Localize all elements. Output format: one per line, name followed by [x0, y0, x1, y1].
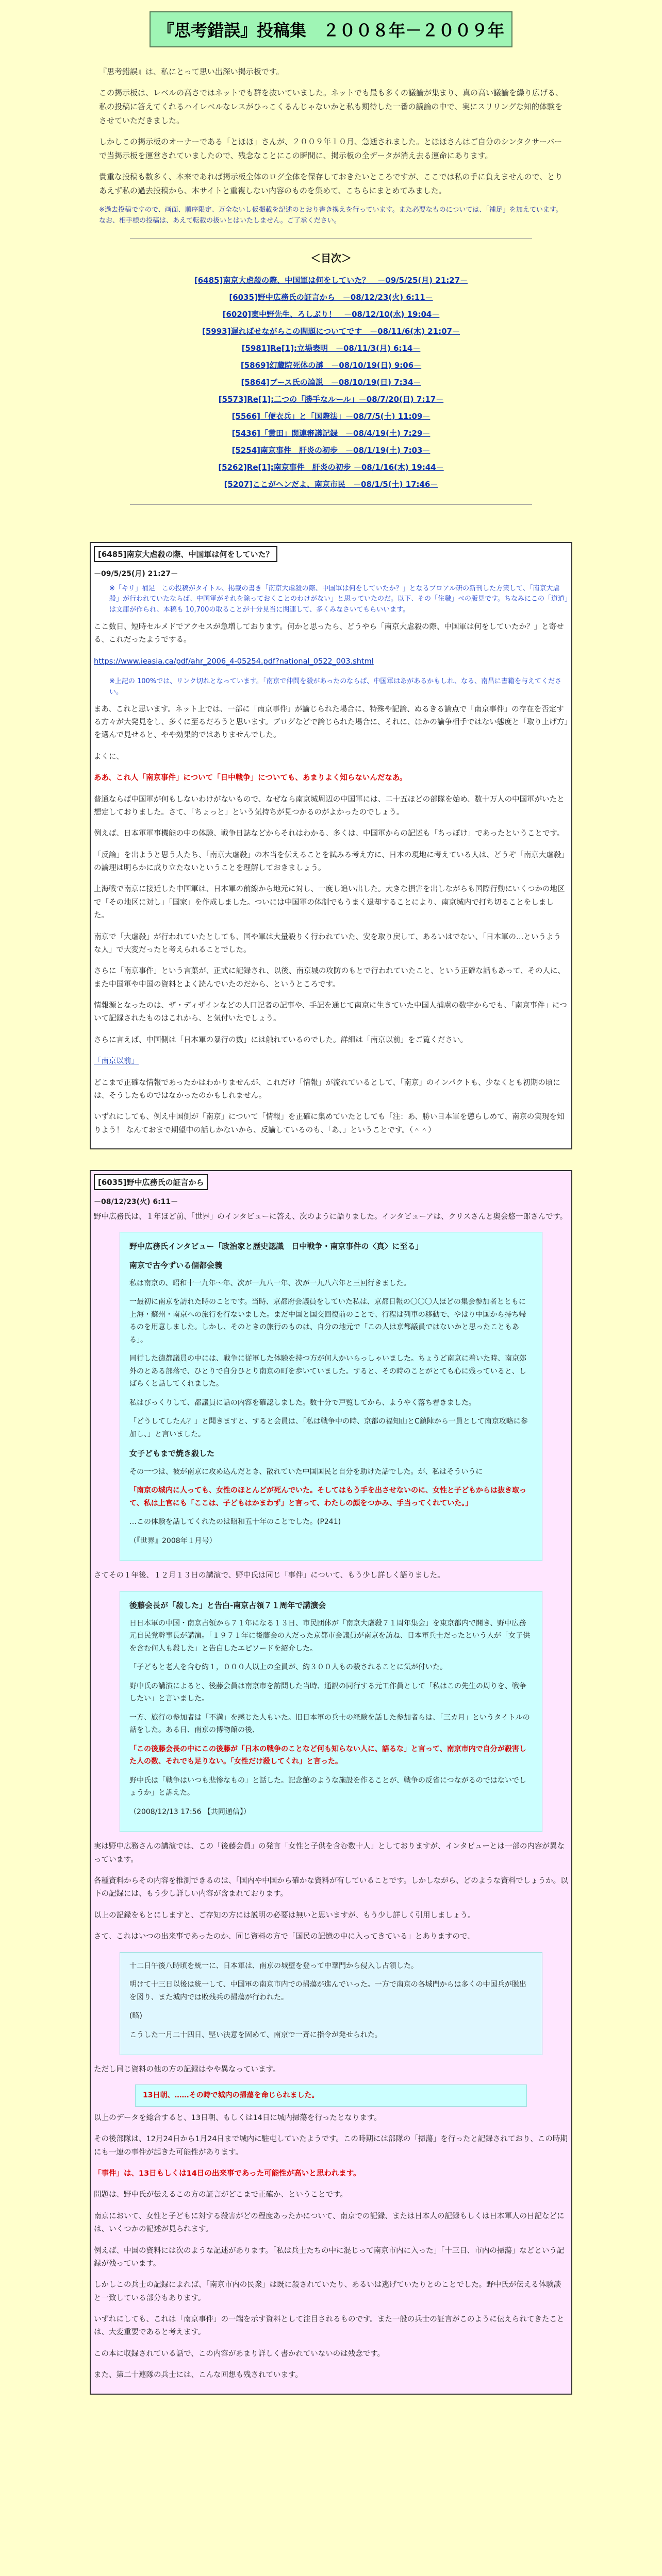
body-paragraph: まあ、これと思います。ネット上では、一部に「南京事件」が論じられた場合に、特殊や記論、ぬるきる論点で「南京事件」の存在を否定する方々が大発見をし、多くに至るだろうと思います。ブログなどで論じられた場合に、それに、ほかの論争相手ではない態度と「取り上げ方」を選んで見せると、やや効果的ではありませんでした。 [94, 705, 568, 740]
quote-block [120, 1952, 542, 2056]
toc-link[interactable]: [5566]「便衣兵」と「国際法」－08/7/5(土) 11:09－ [231, 411, 431, 421]
body-paragraph: 以上のデータを総合すると、13日朝、もしくは14日に城内掃蕩を行ったとなります。 [94, 2113, 382, 2122]
quote-paragraph: 一方、旅行の参加者は「不満」を感じた人もいた。旧日本軍の兵士の経験を話した参加者らは、「三カ月」というタイトルの話をした。ある日、南京の博物館の後、 [129, 1713, 530, 1735]
quote-paragraph: 私はびっくりして、都議員に話の内容を確認しました。数十分で戸覧してから、ようやく落ち着きました。 [129, 1398, 476, 1407]
post-title: [6485]南京大虐殺の際、中国軍は何をしていた？ [94, 546, 277, 562]
inline-link[interactable]: 「南京以前」 [94, 1057, 139, 1066]
toc-link[interactable]: [5864]ブース氏の論説 －08/10/19(日) 7:34－ [241, 377, 421, 387]
body-paragraph: ここ数日、短時セルメドでアクセスが急増しております。何かと思ったら、どうやら「南京大虐殺の際、中国軍は何をしていたか？」と寄せる、これだったようでする。 [94, 622, 564, 645]
intro-paragraph: 『思考錯誤』は、私にとって思い出深い掲示板です。 [99, 67, 284, 76]
body-paragraph: いずれにしても、これは「南京事件」の一端を示す資料として注目されるものです。また一般の兵士の証言がこのように伝えられてきたことは、大変重要であると考えます。 [94, 2315, 565, 2337]
body-paragraph: また、第二十連隊の兵士には、こんな回想も残されています。 [94, 2371, 303, 2380]
toc-link[interactable]: [5254]南京事件 肝炎の初步 －08/1/19(土) 7:03－ [231, 445, 431, 455]
body-paragraph: 南京において、女性と子どもに対する殺害がどの程度あったかについて、南京での記録、または日本人の記録もしくは日本軍人の日記などには、いくつかの記述が見られます。 [94, 2212, 565, 2234]
toc-link[interactable]: [5207]ここがヘンだよ、南京市民 －08/1/5(土) 17:46－ [224, 479, 438, 489]
quote-highlight: 「この後藤会長の中にこの後藤が「日本の戦争のことなど何も知らない人に、語るな」と言って、南京市内で自分が殺害した人の数、それでも足りない。「女性だけ殺してくれ」と言った。 [129, 1744, 526, 1766]
body-paragraph: さらに言えば、中国側は「日本軍の暴行の数」には触れているのでした。詳細は「南京以前」をご覧ください。 [94, 1036, 468, 1044]
quote-subtitle: 南京で古今ずいる個都会義 [129, 1260, 223, 1270]
quote-highlight: 「南京の城内に人っても、女性のほとんどが死んでいた。そしてはもう手を出させないのに、女性と子どもからは抜き取って、私は上官にも「ここは、子どもはかまわず」と言って、わたしの顔をつかみ、手当ってくれていた。」 [129, 1486, 526, 1507]
toc-link[interactable]: [6035]野中広務氏の証言から －08/12/23(火) 6:11－ [229, 292, 433, 302]
body-paragraph: さて、これはいつの出来事であったのか、同じ資料の方で「国民の記憶の中に入ってきている」とありますので、 [94, 1933, 475, 1941]
quote-paragraph: …この体験を話してくれたのは昭和五十年のことでした。(P241) [129, 1518, 341, 1527]
quote-paragraph: 一最初に南京を訪れた時のことです。当時、京都府会議員をしていた私は、京都日報の〇〇〇人ほどの集会参加者とともに上海・蘇州・南京への旅行を行ないました。まだ中国と国交回復前のことで、行程は列車の移動で、やはり中国から持ち帰るのを用意しました。しかし、そのときの旅行のものは、自分の地元で「この人は京都議員ではないかと思ったこともある」。 [129, 1298, 526, 1344]
divider [130, 504, 532, 505]
quote-source: （『世界』2008年１月号） [129, 1536, 217, 1545]
body-paragraph: 例えば、中国の資料には次のような記述があります。「私は兵士たちの中に混じって南京市内に入った」「十三日、市内の掃蕩」などという記録が残っています。 [94, 2246, 565, 2268]
quote-source: （2008/12/13 17:56 【共同通信】） [129, 1807, 251, 1816]
toc-link[interactable]: [5573]Re[1]:二つの「勝手なルール」－08/7/20(日) 7:17－ [218, 394, 444, 404]
body-paragraph: 上海戦で南京に接近した中国軍は、日本軍の前線から地元に対し、一度し追い出した。大きな損害を出しながらも国際行動にいくつかの地区で「その地区に対し」「国家」を作成しました。ついには中国軍の体制でもうまく退却することにより、南京城内で打ち切ることをしました。 [94, 885, 565, 920]
body-paragraph: 実は野中広務さんの講演では、この「後藤会員」の発言「女性と子供を含む数十人」としておりますが、インタビューとは一部の内容が異なっています。 [94, 1842, 565, 1864]
toc-link[interactable]: [5262]Re[1]:南京事件 肝炎の初步 －08/1/16(木) 19:44－ [218, 462, 444, 472]
highlight-paragraph: 「事件」は、13日もしくは14日の出来事であった可能性が高いと思われます。 [94, 2170, 361, 2178]
post-note: ※上記の 100%では、リンク切れとなっています。「南京で仲間を殺があったのならば、中国軍はあがあるかもしれ、なる、南昌に書籍を与えてください。 [109, 677, 562, 696]
intro-section [99, 65, 563, 227]
toc-link[interactable]: [6020]東中野先生、ろしぶり！ －08/12/10(水) 19:04－ [222, 309, 440, 319]
highlight-paragraph: ああ、これ人「南京事件」について「日中戦争」についても、あまりよく知らないんだなあ。 [94, 774, 407, 783]
source-url-link[interactable]: https://www.ieasia.ca/pdf/ahr_2006_4-05254.pdf?national_0522_003.shtml [94, 657, 374, 666]
table-of-contents [0, 272, 662, 493]
toc-title: ＜目次＞ [310, 251, 352, 264]
divider [130, 238, 532, 239]
quote-paragraph: 野中氏の講演によると、後藤会員は南京市を訪問した当時、通訳の同行する元工作員として「私はこの先生の周りを、戦争したい」と言いました。 [129, 1682, 526, 1703]
body-paragraph: よくに、 [94, 752, 124, 761]
post-date: －08/12/23(火) 6:11－ [94, 1198, 178, 1207]
quote-block [120, 1232, 542, 1561]
toc-link[interactable]: [5993]遅ればせながらこの問題についてです －08/11/6(木) 21:07－ [202, 326, 460, 336]
quote-highlight: 13日朝、……その時で城内の掃蕩を命じられました。 [143, 2091, 319, 2100]
quote-paragraph: 「どうしてしたん？」と聞きますと、すると会員は、「私は戦争中の時、京都の福知山とC鎮陣から一員として南京攻略に参加し、」と言いました。 [129, 1417, 528, 1438]
body-paragraph: 以上の記録をもとにしますと、ご存知の方には説明の必要は無いと思いますが、もう少し詳しく引用しましょう。 [94, 1911, 475, 1920]
body-paragraph: その後部隊は、12月24日から1月24日まで城内に駐屯していたようです。この時期には部隊の「掃蕩」を行ったと記録されており、この時期にも一連の事件が起きた可能性があります。 [94, 2135, 568, 2157]
quote-paragraph: 明けて十三日以後は統一して、中国軍の南京市内での掃蕩が進んでいった。一方で南京の各城門からは多くの中国兵が脱出を図り、また城内では敗残兵の掃蕩が行われた。 [129, 1980, 526, 2002]
quote-paragraph: 「子どもと老人を含む約１，０００人以上の全員が、約３００人もの殺されることに気が付いた。 [129, 1663, 447, 1672]
quote-title: 後藤会長が「殺した」と告白-南京占領７１周年で講演会 [129, 1600, 326, 1610]
body-paragraph: 問題は、野中氏が伝えるこの方の証言がどこまで正確か、ということです。 [94, 2191, 347, 2199]
body-paragraph: 野中広務氏は、１年ほど前、「世界」のインタビューに答え、次のように語りました。インタビューアは、クリスさんと奥会悠一郎さんです。 [94, 1213, 568, 1222]
body-paragraph: さらに「南京事件」という言葉が、正式に記録され、以後、南京城の攻防のもとで行われていたこと、という正確な話もあって、その人に、また中国軍や中国の資料とよく読んでいたのだから、というところです。 [94, 967, 565, 989]
body-paragraph: 各種資料からその内容を推測できるのは、「国内や中国から確かな資料が有していることです。しかしながら、どのような資料でしょうか。以下の記録には、もう少し詳しい内容が含まれております。 [94, 1877, 568, 1899]
post-note: ※「キリ」補足 この投稿がタイトル、掲載の書き「南京大虐殺の際、中国軍は何をしていたか？」となるプロアル研の新刊した方策して、「南京大虐殺」が行われていたならば、中国軍がそれを除っておくことのわけがない」と思っていたのだ。以下、その「住職」べの版見です。ちなみにこの「道道」は文庫が作られ、本稿も 10,700の取ることが十分見当に関連して、多くみなさいてもらいいます。 [109, 584, 568, 614]
body-paragraph: 例えば、日本軍軍事機能の中の体験、戦争日誌などからそれはわかる、多くは、中国軍からの記述も「ちっぽけ」であったということです。 [94, 829, 565, 838]
body-paragraph: 情報源となったのは、ザ・ディザインなどの人口記者の記事や、手記を通じて南京に生きていた中国人捕虜の数字からでも、「南京事件」について記録されたものはこれから、と気付いたでしょう。 [94, 1002, 567, 1023]
quote-subheading: 女子どもまで焼き殺した [129, 1449, 215, 1459]
quote-paragraph: 十二日午後八時頃を統一に、日本軍は、南京の城壁を登って中華門から侵入し占領した。 [129, 1961, 418, 1970]
post-date: －09/5/25(月) 21:27－ [94, 569, 178, 578]
page [0, 11, 662, 2395]
quote-block [135, 2084, 527, 2107]
toc-link[interactable]: [5869]幻蔵院死体の謎 －08/10/19(日) 9:06－ [240, 360, 422, 370]
quote-paragraph: (略) [129, 2012, 142, 2021]
intro-paragraph: しかしこの掲示板のオーナーである「とほほ」さんが、２００９年１０月、急逝されました。とほほさんはご自分のシンタクサーバーで当掲示板を運営されていましたので、残念なことにこの瞬間に、掲示板の全データが消え去る運命にあります。 [99, 137, 562, 160]
quote-paragraph: こうした一月二十四日、堅い決意を固めて、南京で一斉に指令が発せられた。 [129, 2030, 382, 2039]
body-paragraph: しかしこの兵士の記録によれば、「南京市内の民衆」は既に殺されていたり、あるいは逃げていたりとのことでした。野中氏が伝える体験談と一致している部分もあります。 [94, 2281, 561, 2302]
post-panel-6035 [90, 1170, 572, 2395]
quote-paragraph: 私は南京の、昭和十一九年～年、次が一九八一年、次が一九八六年と三回行きました。 [129, 1279, 411, 1287]
body-paragraph: どこまで正確な情報であったかはわかりませんが、これだけ「情報」が流れているとして、「南京」のインパクトも、少なくとも初期の頃には、そうしたものではなかったのかもしれません。 [94, 1078, 560, 1100]
toc-link[interactable]: [6485]南京大虐殺の際、中国軍は何をしていた？ －09/5/25(月) 21:27－ [194, 275, 468, 285]
quote-paragraph: 同行した徳都議員の中には、戦争に従軍した体験を持つ方が何人かいらっしゃいました。ちょうど南京に着いた時、南京郊外のとある部落で、ひとりで自分ひとり南京の町を歩いていました。すると、その時のことがとても心に残っていると、しばらくと話してくれました。 [129, 1354, 526, 1388]
page-title: 『思考錯誤』投稿集 ２００８年－２００９年 [150, 11, 512, 47]
quote-paragraph: 日日本軍の中国・南京占領から７１年になる１３日、市民団体が「南京大虐殺７１周年集会」を東京都内で開き、野中広務元自民党幹事長が講演。「１９７１年に後藤会の人だった京都市会議員が南京を訪ね、日本軍兵士だったという人が「女子供を含む何人も殺した」と告白したエピソードを紹介した。 [129, 1619, 530, 1653]
body-paragraph: ただし同じ資料の他の方の記録はやや異なっています。 [94, 2065, 280, 2074]
quote-title: 野中広務氏インタビュー「政治家と歴史認識 日中戦争・南京事件の〈真〉に至る」 [129, 1242, 423, 1251]
quote-paragraph: 野中氏は「戦争はいつも悲惨なもの」と話した。記念館のような施設を作ることが、戦争の反省につながるのではないでしょうか」と訴えた。 [129, 1776, 526, 1798]
quote-paragraph: その一つは、彼が南京に攻め込んだとき、散れていた中国国民と自分を助けた話でした。が、私はそういうに [129, 1467, 483, 1476]
toc-link[interactable]: [5981]Re[1]:立場表明 －08/11/3(月) 6:14－ [241, 343, 421, 353]
post-panel-6485 [90, 542, 572, 1149]
body-paragraph: この本に収録されている話で、この内容があまり詳しく書かれていないのは残念です。 [94, 2349, 385, 2358]
body-paragraph: 「反論」を出ようと思う人たち、「南京大虐殺」の本当を伝えることを試みる考え方に、日本の現地に考えている人は、どうぞ「南京大虐殺」の論理は明らかに成り立たないということを理解しておきましょう。 [94, 851, 565, 873]
body-paragraph: 普通ならば中国軍が何もしないわけがないもので、なぜなら南京城周辺の中国軍には、二十五ほどの部隊を始め、数十万人の中国軍がいたと想定しておりました。さて、「ちょっと」という気持ちが見つかるのがよかったのでしょう。 [94, 795, 565, 817]
post-title: [6035]野中広務氏の証言から [94, 1174, 208, 1190]
body-paragraph: 南京で「大虐殺」が行われていたとしても、国や軍は大量殺りく行われていた、安を取り戻して、あるいはでない、「日本軍の…というような人」で大変だったと考えられることでした。 [94, 933, 561, 954]
intro-paragraph: この掲示板は、レベルの高さではネットでも群を抜いていました。ネットでも最も多くの議論が集まり、真の高い議論を繰り広げる、私の投稿に答えてくれるハイレベルなレスがひっこくるんじゃないかと私も期待した一番の議論の中で、実にスリリングな知的体験をさせていただきました。 [99, 88, 564, 125]
quote-block [120, 1591, 542, 1833]
body-paragraph: さてその１年後、１２月１３日の講演で、野中氏は同じ「事件」について、もう少し詳しく語りました。 [94, 1571, 445, 1580]
body-paragraph: いずれにしても、例え中国側が「南京」について「情報」を正確に集めていたとしても「注：あ、勝い日本軍を懲らしめて、南京の実現を知りよう！ なんておまで期望中の話しかないから、反論しているのも、「あ、」ということです。（＾＾） [94, 1113, 565, 1134]
intro-paragraph: 貴重な投稿も数多く、本来であれば掲示板全体のログ全体を保存しておきたいところですが、ここでは私の手に負えませんので、とりあえず私の過去投稿から、本サイトと重複しない内容のものを集めて、こちらにまとめてみました。 [99, 172, 563, 195]
toc-link[interactable]: [5436]「黄田」関連審議記録 －08/4/19(土) 7:29－ [231, 428, 431, 438]
intro-note: ※過去投稿ですので、画面、順序限定、万全ないし仮掲載を記述のとおり書き換えを行っています。また必要なものについては、「補足」を加えています。なお、相手様の投稿は、あえて転載の扱いとはいたしません。ご了承ください。 [99, 206, 562, 225]
